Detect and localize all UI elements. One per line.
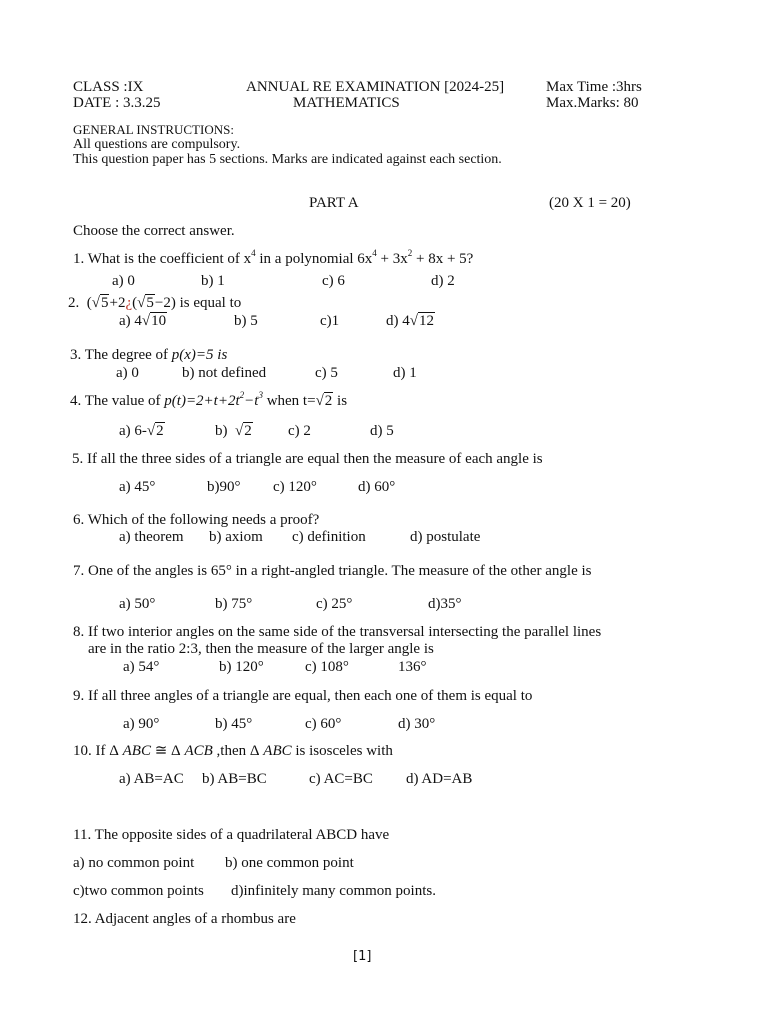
question-11: 11. The opposite sides of a quadrilateral ABCD have (73, 827, 390, 843)
q3-option-a: a) 0 (116, 365, 139, 381)
q9-option-a: a) 90° (123, 716, 160, 732)
q9-option-d: d) 30° (398, 716, 436, 732)
q4-option-d: d) 5 (370, 423, 394, 439)
max-marks: Max.Marks: 80 (546, 95, 639, 111)
q2-option-c: c)1 (320, 313, 340, 329)
q1-option-b: b) 1 (201, 273, 225, 289)
q4-option-b: b) √2 (215, 423, 252, 439)
q10-option-a: a) AB=AC (119, 771, 184, 787)
question-6: 6. Which of the following needs a proof? (73, 512, 320, 528)
q11-option-b: b) one common point (225, 855, 354, 871)
q2-option-b: b) 5 (234, 313, 258, 329)
q2-option-d: d) 4√12 (386, 313, 434, 329)
q11-option-c: c)two common points (73, 883, 204, 899)
q9-option-c: c) 60° (305, 716, 342, 732)
class-label: CLASS :IX (73, 79, 144, 95)
q6-option-b: b) axiom (209, 529, 263, 545)
q6-option-a: a) theorem (119, 529, 184, 545)
question-5: 5. If all the three sides of a triangle are equal then the measure of each angle is (72, 451, 543, 467)
q8-option-a: a) 54° (123, 659, 160, 675)
instructions-heading: GENERAL INSTRUCTIONS: (73, 122, 234, 137)
q11-option-d: d)infinitely many common points. (231, 883, 436, 899)
q11-option-a: a) no common point (73, 855, 195, 871)
question-2: 2. (√5+2¿(√5−2) is equal to (68, 295, 242, 311)
q5-option-a: a) 45° (119, 479, 156, 495)
question-8-line-1: 8. If two interior angles on the same side of the transversal intersecting the parallel lines (73, 624, 602, 640)
q1-option-c: c) 6 (322, 273, 345, 289)
q7-option-b: b) 75° (215, 596, 253, 612)
exam-title: ANNUAL RE EXAMINATION [2024-25] (246, 79, 505, 95)
instruction-line-1: All questions are compulsory. (73, 137, 241, 152)
q8-option-c: c) 108° (305, 659, 349, 675)
question-4: 4. The value of $p(t)=2+t+2t^2-t^3$ when t=√2 is (70, 390, 348, 409)
q3-option-d: d) 1 (393, 365, 417, 381)
q10-option-c: c) AC=BC (309, 771, 373, 787)
q1-option-d: d) 2 (431, 273, 455, 289)
q8-option-d: 136° (398, 659, 427, 675)
q10-option-d: d) AD=AB (406, 771, 473, 787)
q7-option-c: c) 25° (316, 596, 353, 612)
q3-option-c: c) 5 (315, 365, 338, 381)
part-marks: (20 X 1 = 20) (549, 195, 631, 211)
q4-option-c: c) 2 (288, 423, 311, 439)
q5-option-c: c) 120° (273, 479, 317, 495)
max-time: Max Time :3hrs (546, 79, 642, 95)
q5-option-d: d) 60° (358, 479, 396, 495)
q10-option-b: b) AB=BC (202, 771, 267, 787)
question-10: 10. If Δ ABC ≅ Δ ACB ,then Δ ABC is isosceles with (73, 743, 393, 759)
directive: Choose the correct answer. (73, 223, 235, 239)
q8-option-b: b) 120° (219, 659, 264, 675)
question-1: 1. What is the coefficient of $x^4$ in a polynomial $6x^4 + 3x^2 + 8x + 5$? (73, 248, 474, 267)
q6-option-d: d) postulate (410, 529, 481, 545)
question-3: 3. The degree of p(x)=5 is (70, 347, 228, 363)
q7-option-a: a) 50° (119, 596, 156, 612)
question-12: 12. Adjacent angles of a rhombus are (73, 911, 296, 927)
instruction-line-2: This question paper has 5 sections. Marks are indicated against each section. (73, 152, 502, 167)
part-title: PART A (309, 195, 359, 211)
question-9: 9. If all three angles of a triangle are equal, then each one of them is equal to (73, 688, 533, 704)
q4-option-a: a) 6-√2 (119, 423, 164, 439)
subject-title: MATHEMATICS (293, 95, 400, 111)
q1-option-a: a) 0 (112, 273, 135, 289)
q9-option-b: b) 45° (215, 716, 253, 732)
q5-option-b: b)90° (207, 479, 241, 495)
page-number: [1] (353, 949, 372, 964)
q7-option-d: d)35° (428, 596, 462, 612)
question-8-line-2: are in the ratio 2:3, then the measure of the larger angle is (88, 641, 434, 657)
q6-option-c: c) definition (292, 529, 366, 545)
q2-option-a: a) 4√10 (119, 313, 167, 329)
date-label: DATE : 3.3.25 (73, 95, 161, 111)
question-7: 7. One of the angles is 65° in a right-angled triangle. The measure of the other angle is (73, 563, 592, 579)
q3-option-b: b) not defined (182, 365, 267, 381)
